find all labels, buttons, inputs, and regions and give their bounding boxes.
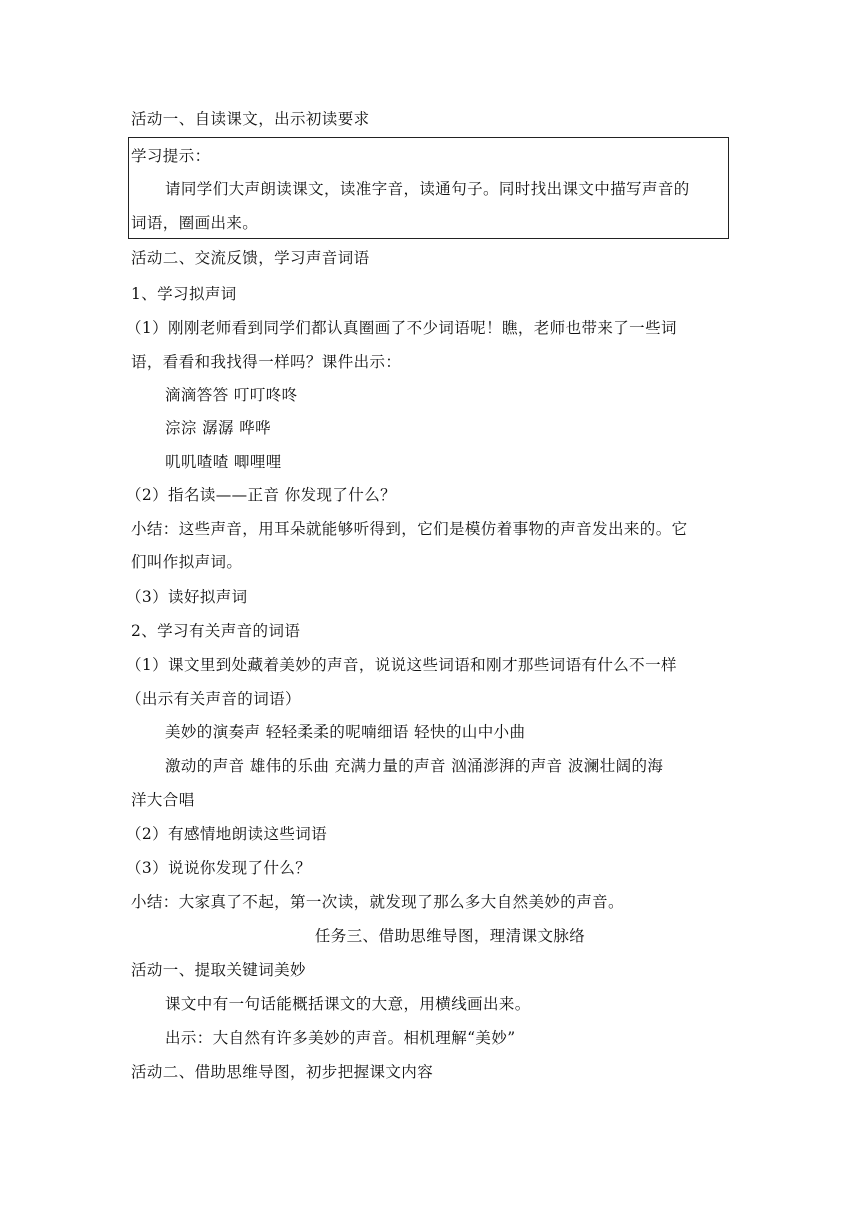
sound-words-line1: 美妙的演奏声 轻轻柔柔的呢喃细语 轻快的山中小曲 — [165, 723, 526, 741]
task3-activity1-line1: 课文中有一句话能概括课文的大意，用横线画出来。 — [165, 995, 531, 1013]
section1-summary-line1: 小结：这些声音，用耳朵就能够听得到，它们是模仿着事物的声音发出来的。它 — [131, 520, 688, 538]
task3-activity2-title: 活动二、借助思维导图，初步把握课文内容 — [131, 1063, 434, 1081]
task3-activity1-line2: 出示：大自然有许多美妙的声音。相机理解“美妙” — [165, 1029, 516, 1047]
section1-paragraph2: （2）指名读——正音 你发现了什么？ — [126, 486, 396, 504]
section1-paragraph3: （3）读好拟声词 — [126, 588, 248, 606]
section1-paragraph1-line1: （1）刚刚老师看到同学们都认真圈画了不少词语呢！瞧，老师也带来了一些词 — [126, 319, 677, 337]
onomatopoeia-words-line3: 叽叽喳喳 唧哩哩 — [165, 453, 282, 471]
section1-paragraph1-line2: 语，看看和我找得一样吗？课件出示： — [131, 353, 402, 371]
section2-paragraph2: （2）有感情地朗读这些词语 — [126, 825, 328, 843]
onomatopoeia-words-line2: 淙淙 潺潺 哗哗 — [165, 419, 272, 437]
section2-summary: 小结：大家真了不起，第一次读，就发现了那么多大自然美妙的声音。 — [131, 893, 624, 911]
sound-words-line2: 激动的声音 雄伟的乐曲 充满力量的声音 汹涌澎湃的声音 波澜壮阔的海 — [165, 757, 664, 775]
study-tip-text-line1: 请同学们大声朗读课文，读准字音，读通句子。同时找出课文中描写声音的 — [165, 180, 690, 198]
section1-title: 1、学习拟声词 — [131, 285, 237, 303]
study-tip-text-line2: 词语，圈画出来。 — [131, 214, 259, 232]
section2-paragraph1-line2: （出示有关声音的词语） — [126, 690, 301, 708]
section2-title: 2、学习有关声音的词语 — [131, 622, 301, 640]
study-tip-title: 学习提示： — [131, 147, 211, 165]
onomatopoeia-words-line1: 滴滴答答 叮叮咚咚 — [165, 386, 298, 404]
task3-title: 任务三、借助思维导图，理清课文脉络 — [314, 927, 586, 945]
activity2-title: 活动二、交流反馈，学习声音词语 — [131, 249, 370, 267]
section2-paragraph3: （3）说说你发现了什么？ — [126, 859, 312, 877]
section2-paragraph1-line1: （1）课文里到处藏着美妙的声音，说说这些词语和刚才那些词语有什么不一样 — [126, 656, 677, 674]
sound-words-line3: 洋大合唱 — [131, 791, 195, 809]
task3-activity1-title: 活动一、提取关键词美妙 — [131, 961, 306, 979]
section1-summary-line2: 们叫作拟声词。 — [131, 553, 243, 571]
activity1-title: 活动一、自读课文，出示初读要求 — [131, 110, 370, 128]
